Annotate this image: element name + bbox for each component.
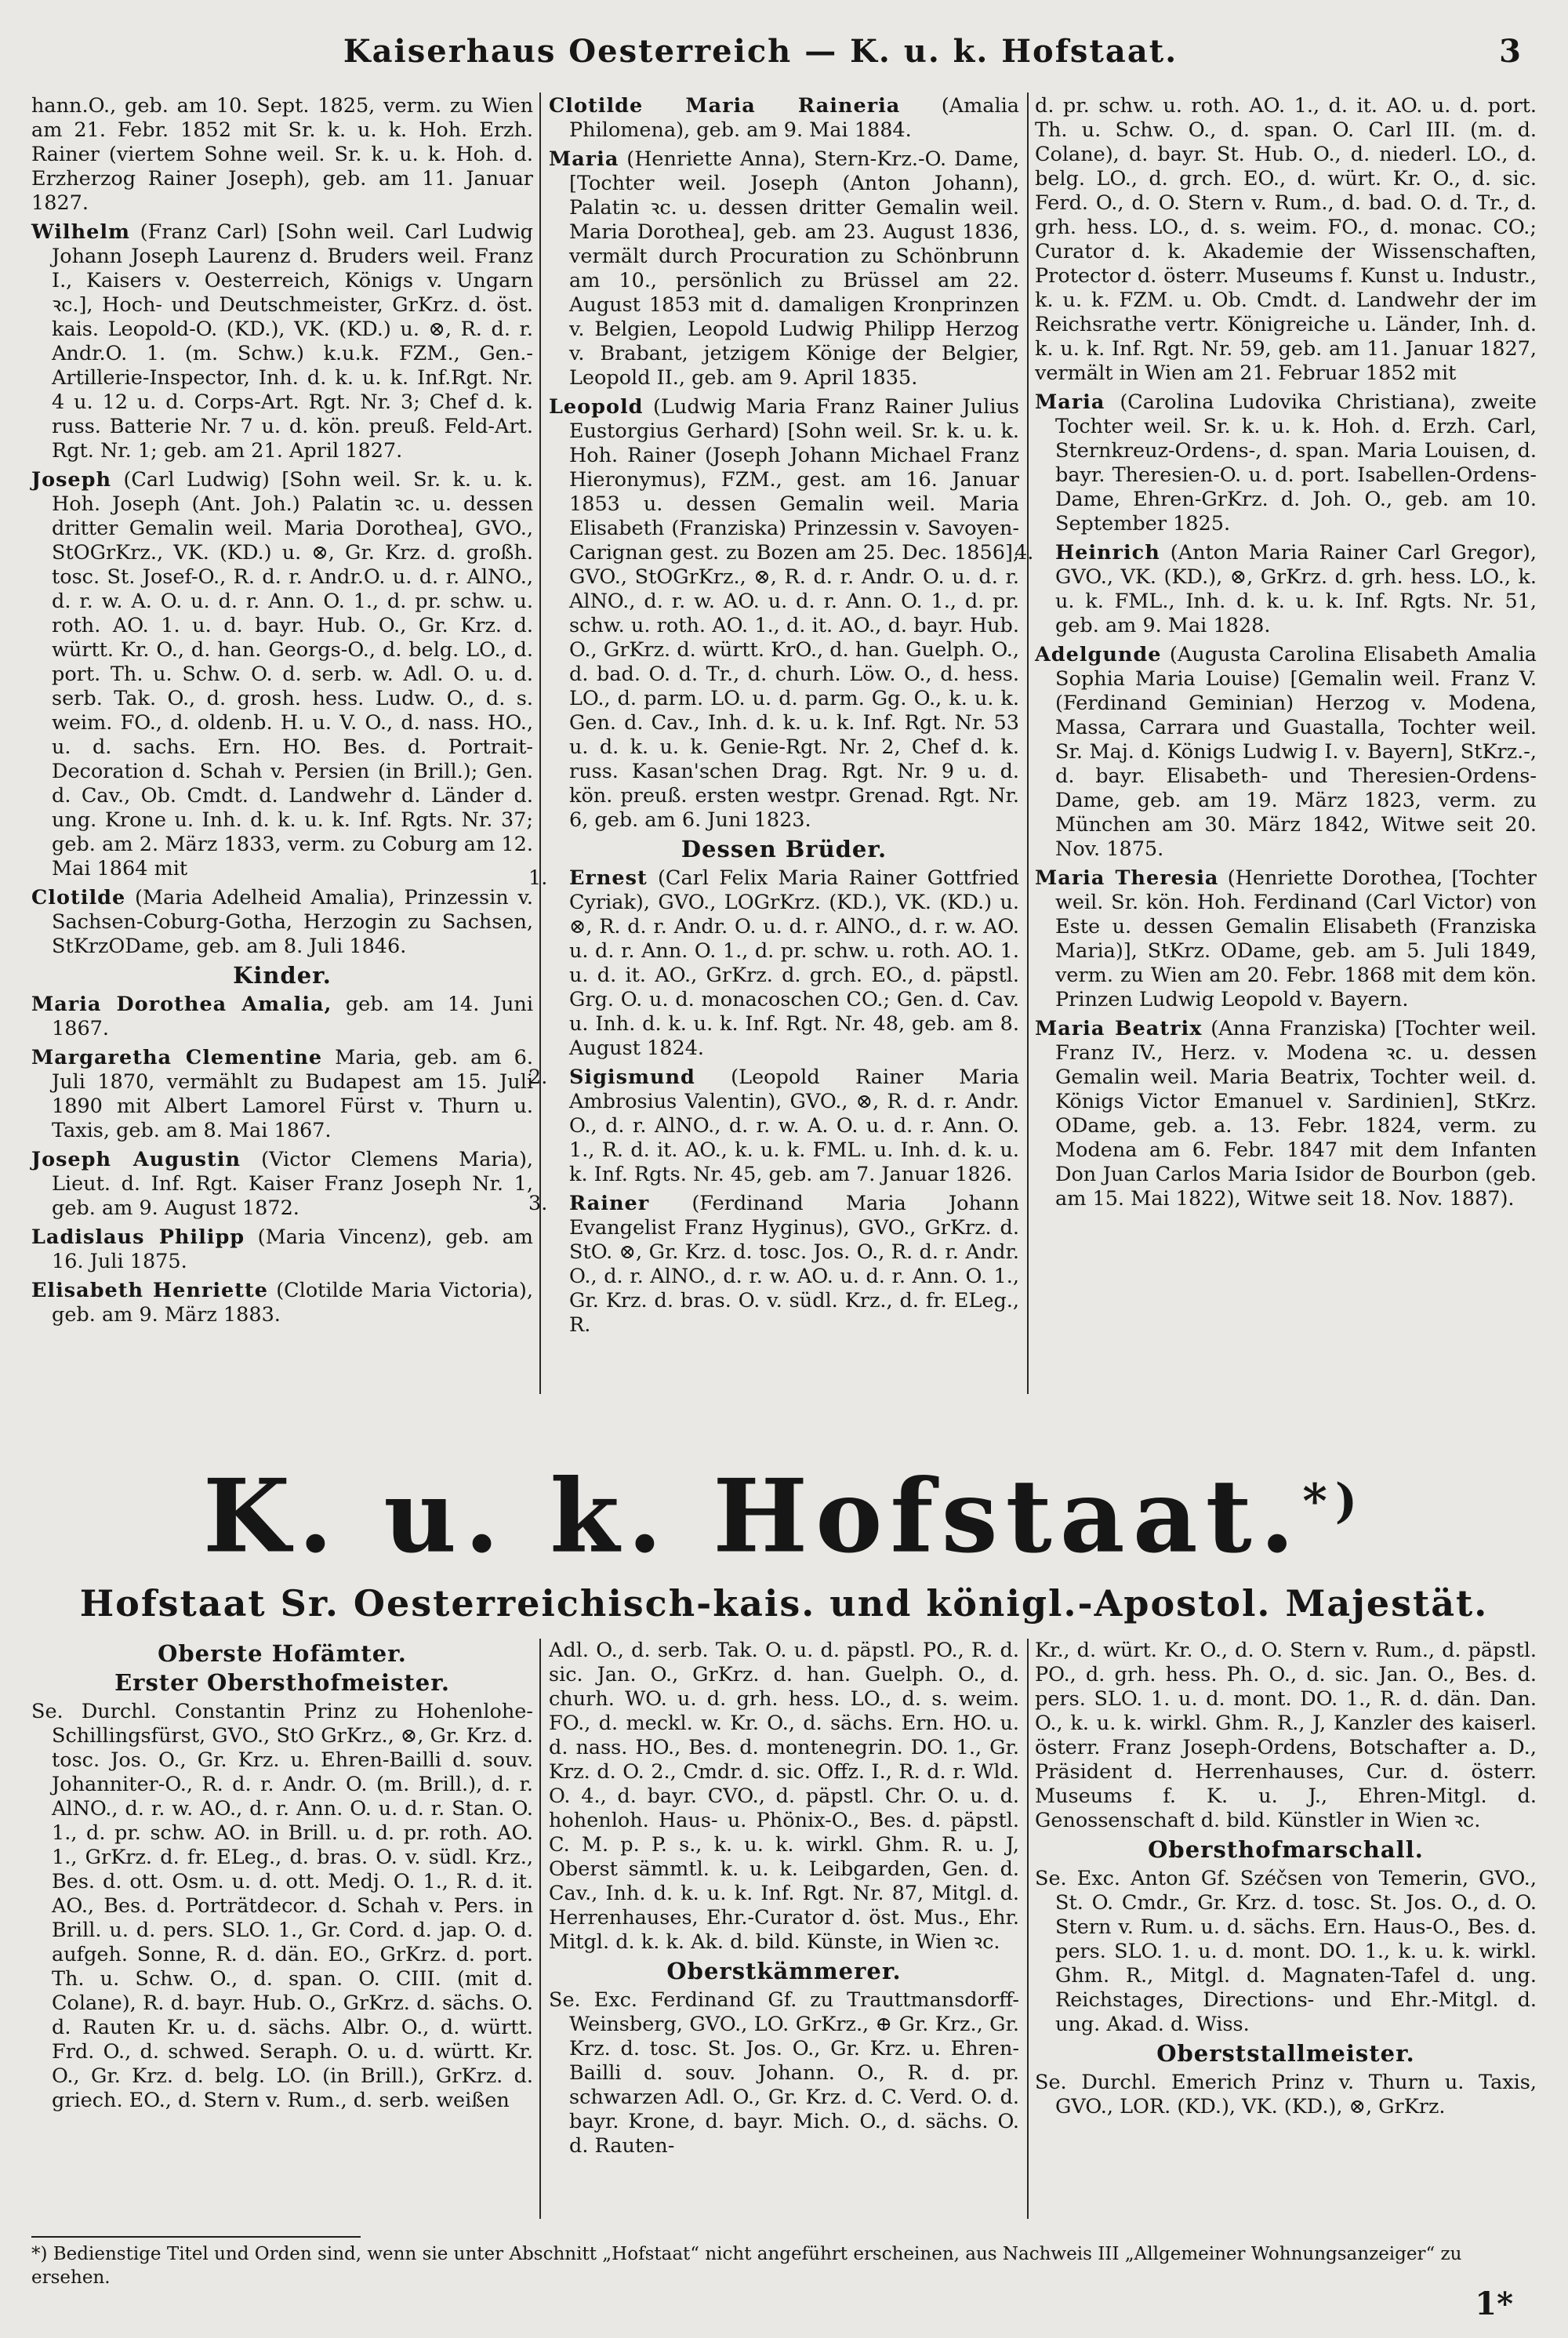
section-heading: Dessen Brüder. bbox=[681, 836, 887, 862]
entry-name: Maria Theresia bbox=[1035, 866, 1219, 890]
entry-text: (Anton Maria Rainer Carl Gregor), GVO., VK. (KD.), ⊗, GrKrz. d. grh. hess. LO., k. u. k. FML., Inh. d. k. u. k. Inf. Rgts. Nr. 51, geb. am 9. Mai 1828. bbox=[1055, 541, 1537, 637]
entry-name: Maria Beatrix bbox=[1035, 1017, 1203, 1040]
entry bbox=[549, 395, 1019, 833]
page-number: 3 bbox=[1499, 33, 1521, 70]
entry-text: (Carl Ludwig) [Sohn weil. Sr. k. u. k. Hoh. Joseph (Ant. Joh.) Palatin ꝛc. u. dessen dritter Gemalin weil. Maria Dorothea], GVO., StOGrKrz., VK. (KD.) u. ⊗, Gr. Krz. d. großh. tosc. St. Josef-O., R. d. r. Andr.O. u. d. r. AlNO., d. r. w. A. O. u. d. r. Ann. O. 1., d. pr. schw. u. roth. AO. 1. u. d. bayr. Hub. O., Gr. Krz. d. württ. Kr. O., d. han. Georgs-O., d. belg. LO., d. port. Th. u. Schw. O. d. serb. w. Adl. O. u. d. serb. Tak. O., d. grosh. hess. Ludw. O., d. s. weim. FO., d. oldenb. H. u. V. O., d. nass. HO., u. d. sachs. Ern. HO. Bes. d. Portrait-Decoration d. Schah v. Persien (in Brill.); Gen. d. Cav., Ob. Cmdt. d. Landwehr d. Länder d. ung. Krone u. Inh. d. k. u. k. Inf. Rgts. Nr. 37; geb. am 2. März 1833, verm. zu Coburg am 12. Mai 1864 mit bbox=[52, 468, 533, 880]
entry bbox=[1035, 94, 1537, 386]
column-divider bbox=[539, 1639, 541, 2219]
column-right-top bbox=[1014, 94, 1537, 1396]
heading-oberstkaemmerer: Oberstkämmerer. bbox=[666, 1958, 902, 1984]
entry-text: (Franz Carl) [Sohn weil. Carl Ludwig Johann Joseph Laurenz d. Bruders weil. Franz I., Kaisers v. Oesterreich, Königs v. Ungarn ꝛc.], Hoch- und Deutschmeister, GrKrz. d. öst. kais. Leopold-O. (KD.), VK. (KD.) u. ⊗, R. d. r. Andr.O. 1. (m. Schw.) k.u.k. FZM., Gen.-Artillerie-Inspector, Inh. d. k. u. k. Inf.Rgt. Nr. 4 u. 12 u. d. Corps-Art. Rgt. Nr. 3; Chef d. k. russ. Batterie Nr. 7 u. d. kön. preuß. Feld-Art. Rgt. Nr. 1; geb. am 21. April 1827. bbox=[52, 220, 533, 463]
entry-name: Maria bbox=[1035, 390, 1105, 414]
heading-oberststallmeister: Oberststallmeister. bbox=[1156, 2040, 1415, 2067]
entry bbox=[31, 1148, 533, 1221]
entry-name: Maria Dorothea Amalia, bbox=[31, 993, 332, 1016]
column-divider bbox=[1027, 93, 1029, 1394]
entry-text: (Amalia Philomena), geb. am 9. Mai 1884. bbox=[569, 94, 1019, 142]
entry-number: 4. bbox=[1014, 541, 1034, 565]
entry-text: (Henriette Anna), Stern-Krz.-O. Dame, [Tochter weil. Joseph (Anton Johann), Palatin ꝛc. u. dessen dritter Gemalin weil. Maria Dorothea], geb. am 23. August 1836, vermält durch Procuration zu Schönbrunn am 10., persönlich zu Brüssel am 22. August 1853 mit d. damaligen Kronprinzen v. Belgien, Leopold Ludwig Philipp Herzog v. Brabant, jetzigem Könige der Belgier, Leopold II., geb. am 9. April 1835. bbox=[569, 147, 1019, 390]
entry-text: (Augusta Carolina Elisabeth Amalia Sophia Maria Louise) [Gemalin weil. Franz V. (Ferdinand Geminian) Herzog v. Modena, Massa, Carrara und Guastalla, Tochter weil. Sr. Maj. d. Königs Ludwig I. v. Bayern], StKrz.-, d. bayr. Elisabeth- und Theresien-Ordens-Dame, geb. am 19. März 1823, verm. zu München am 30. März 1842, Witwe seit 20. Nov. 1875. bbox=[1055, 643, 1537, 861]
entry-text: (Carl Felix Maria Rainer Gottfried Cyriak), GVO., LOGrKrz. (KD.), VK. (KD.) u. ⊗, R. d. r. Andr. O. u. d. r. AlNO., d. r. w. AO. u. d. r. Ann. O. 1., d. pr. schw. u. roth. AO. 1. u. d. it. AO., GrKrz. d. grch. EO., d. päpstl. Grg. O. u. d. monacoschen CO.; Gen. d. Cav. u. Inh. d. k. u. k. Inf. Rgt. Nr. 48, geb. am 8. August 1824. bbox=[569, 866, 1019, 1060]
entry-number: 1. bbox=[528, 866, 548, 890]
section-heading: Kinder. bbox=[233, 962, 332, 989]
entry-text: Se. Durchl. Emerich Prinz v. Thurn u. Taxis, GVO., LOR. (KD.), VK. (KD.), ⊗, GrKrz. bbox=[1035, 2071, 1537, 2118]
entry-name: Ernest bbox=[569, 866, 648, 890]
entry-text: (Anna Franziska) [Tochter weil. Franz IV., Herz. v. Modena ꝛc. u. dessen Gemalin weil. Maria Beatrix, Tochter weil. d. Königs Victor Emanuel v. Sardinien], StKrz. ODame, geb. a. 13. Febr. 1824, verm. zu Modena am 6. Febr. 1847 mit dem Infanten Don Juan Carlos Maria Isidor de Bourbon (geb. am 15. Mai 1822), Witwe seit 18. Nov. 1887). bbox=[1055, 1017, 1537, 1211]
entry-text: (Maria Adelheid Amalia), Prinzessin v. Sachsen-Coburg-Gotha, Herzogin zu Sachsen, StKrzODame, geb. am 8. Juli 1846. bbox=[52, 886, 533, 958]
entry-name: Sigismund bbox=[569, 1066, 695, 1089]
entry bbox=[31, 1225, 533, 1274]
section-subtitle: Hofstaat Sr. Oesterreichisch-kais. und königl.-Apostol. Majestät. bbox=[79, 1582, 1489, 1625]
entry bbox=[528, 1066, 1019, 1187]
entry-number: 2. bbox=[528, 1066, 548, 1089]
section-title bbox=[0, 1443, 1568, 1576]
entry-text: d. pr. schw. u. roth. AO. 1., d. it. AO. u. d. port. Th. u. Schw. O., d. span. O. Carl III. (m. d. Colane), d. bayr. St. Hub. O., d. niederl. LO., d. belg. LO., d. grch. EO., d. würt. Kr. O., d. sic. Ferd. O., d. O. Stern v. Rum., d. bad. O. d. Tr., d. grh. hess. LO., d. s. weim. FO., d. monac. CO.; Curator d. k. Akademie der Wissenschaften, Protector d. österr. Museums f. Kunst u. Industr., k. u. k. FZM. u. Ob. Cmdt. d. Landwehr der im Reichsrathe vertr. Königreiche u. Länder, Inh. d. k. u. k. Inf. Rgt. Nr. 59, geb. am 11. Januar 1827, vermält in Wien am 21. Februar 1852 mit bbox=[1035, 94, 1537, 385]
entry bbox=[1035, 866, 1537, 1012]
entry-text: (Clotilde Maria Victoria), geb. am 9. März 1883. bbox=[52, 1279, 533, 1327]
entry-name: Joseph bbox=[31, 468, 112, 492]
signature-mark: 1* bbox=[1475, 2285, 1513, 2322]
entry-name: Adelgunde bbox=[1035, 643, 1162, 666]
column-middle-top bbox=[528, 94, 1019, 1396]
entry-name: Ladislaus Philipp bbox=[31, 1225, 245, 1249]
entry bbox=[1035, 643, 1537, 862]
section-title-text: K. u. k. Hofstaat. bbox=[202, 1458, 1303, 1576]
entry-name: Leopold bbox=[549, 395, 644, 419]
entry bbox=[31, 468, 533, 881]
entry bbox=[549, 147, 1019, 390]
running-title: Kaiserhaus Oesterreich — K. u. k. Hofstaat. bbox=[343, 33, 1178, 70]
entry-text: (Carolina Ludovika Christiana), zweite Tochter weil. Sr. k. u. k. Hoh. d. Erzh. Carl, Sternkreuz-Ordens-, d. span. Maria Louisen, d. bayr. Theresien-O. u. d. port. Isabellen-Ordens-Dame, Ehren-GrKrz. d. Joh. O., geb. am 10. September 1825. bbox=[1055, 390, 1537, 535]
entry-text: (Ferdinand Maria Johann Evangelist Franz Hyginus), GVO., GrKrz. d. StO. ⊗, Gr. Krz. d. tosc. Jos. O., R. d. r. Andr. O., d. r. AlNO., d. r. w. AO. u. d. r. Ann. O. 1., Gr. Krz. d. bras. O. v. südl. Krz., d. fr. ELeg., R. bbox=[569, 1192, 1019, 1337]
entry bbox=[31, 1279, 533, 1327]
entry bbox=[528, 866, 1019, 1061]
entry bbox=[31, 94, 533, 216]
running-head bbox=[0, 33, 1568, 80]
entry bbox=[31, 886, 533, 959]
entry bbox=[31, 220, 533, 463]
entry-text: (Ludwig Maria Franz Rainer Julius Eustorgius Gerhard) [Sohn weil. Sr. k. u. k. Hoh. Rainer (Joseph Johann Michael Franz Hieronymus), FZM., gest. am 16. Januar 1853 u. dessen Gemalin weil. Maria Elisabeth (Franziska) Prinzessin v. Savoyen-Carignan gest. zu Bozen am 25. Dec. 1856], GVO., StOGrKrz., ⊗, R. d. r. Andr. O. u. d. r. AlNO., d. r. w. AO. u. d. r. Ann. O. 1., d. pr. schw. u. roth. AO. 1., d. it. AO., d. bayr. Hub. O., GrKrz. d. württ. KrO., d. han. Guelph. O., d. bad. O. d. Tr., d. churh. Löw. O., d. hess. LO., d. parm. LO. u. d. parm. Gg. O., k. u. k. Gen. d. Cav., Inh. d. k. u. k. Inf. Rgt. Nr. 53 u. d. k. u. k. Genie-Rgt. Nr. 2, Chef d. k. russ. Kasan'schen Drag. Rgt. Nr. 9 u. d. kön. preuß. ersten westpr. Grenad. Rgt. Nr. 6, geb. am 6. Juni 1823. bbox=[569, 395, 1019, 832]
entry bbox=[1035, 1017, 1537, 1211]
entry bbox=[1014, 541, 1537, 638]
entry-name: Wilhelm bbox=[31, 220, 130, 244]
footnote-rule bbox=[31, 2236, 361, 2238]
heading-oberste-hofaemter: Oberste Hofämter. bbox=[158, 1640, 407, 1667]
entry-text: hann.O., geb. am 10. Sept. 1825, verm. zu Wien am 21. Febr. 1852 mit Sr. k. u. k. Hoh. Erzh. Rainer (viertem Sohne weil. Sr. k. u. k. Hoh. d. Erzherzog Rainer Joseph), geb. am 11. Januar 1827. bbox=[31, 94, 533, 215]
heading-obersthofmarschall: Obersthofmarschall. bbox=[1148, 1836, 1424, 1863]
entry-text: Kr., d. würt. Kr. O., d. O. Stern v. Rum., d. päpstl. PO., d. grh. hess. Ph. O., d. sic. Jan. O., Bes. d. pers. SLO. 1. u. d. mont. DO. 1., R. d. dän. Dan. O., k. u. k. wirkl. Ghm. R., J, Kanzler des kaiserl. österr. Franz Joseph-Ordens, Botschafter a. D., Präsident d. Herrenhauses, Cur. d. österr. Museums f. K. u. J., Ehren-Mitgl. d. Genossenschaft d. bild. Künstler in Wien ꝛc. bbox=[1035, 1639, 1537, 1832]
entry-text: (Maria Vincenz), geb. am 16. Juli 1875. bbox=[52, 1225, 533, 1273]
entry-text: Se. Exc. Anton Gf. Széčsen von Temerin, GVO., St. O. Cmdr., Gr. Krz. d. tosc. St. Jos. O., d. O. Stern v. Rum. u. d. sächs. Ern. Haus-O., Bes. d. pers. SLO. 1. u. d. mont. DO. 1., k. u. k. wirkl. Ghm. R., Mitgl. d. Magnaten-Tafel d. ung. Reichstages, Directions- und Ehr.-Mitgl. d. ung. Akad. d. Wiss. bbox=[1035, 1867, 1537, 2036]
entry bbox=[31, 993, 533, 1041]
entry-number: 3. bbox=[528, 1192, 548, 1215]
entry-name: Rainer bbox=[569, 1192, 650, 1215]
entry-name: Joseph Augustin bbox=[31, 1148, 241, 1171]
entry-name: Elisabeth Henriette bbox=[31, 1279, 269, 1302]
column-left-top bbox=[31, 94, 533, 1396]
entry-text: Adl. O., d. serb. Tak. O. u. d. päpstl. PO., R. d. sic. Jan. O., GrKrz. d. han. Guelph. O., d. churh. WO. u. d. grh. hess. LO., d. s. weim. FO., d. meckl. w. Kr. O., d. sächs. Ern. HO. u. d. nass. HO., Bes. d. montenegrin. DO. 1., Gr. Krz. d. O. 2., Cmdr. d. sic. Offz. I., R. d. r. Wld. O. 4., d. bayr. CVO., d. päpstl. Chr. O. u. d. hohenloh. Haus- u. Phönix-O., Bes. d. päpstl. C. M. p. P. s., k. u. k. wirkl. Ghm. R. u. J, Oberst sämmtl. k. u. k. Leibgarden, Gen. d. Cav., Inh. d. k. u. k. Inf. Rgt. Nr. 87, Mitgl. d. Herrenhauses, Ehr.-Curator d. öst. Mus., Ehr. Mitgl. d. k. k. Ak. d. bild. Künste, in Wien ꝛc. bbox=[549, 1639, 1019, 1954]
column-divider bbox=[1027, 1639, 1029, 2219]
entry-name: Clotilde Maria Raineria bbox=[549, 94, 901, 118]
entry-name: Clotilde bbox=[31, 886, 126, 909]
entry bbox=[31, 1046, 533, 1143]
entry bbox=[528, 1192, 1019, 1338]
entry-text: (Leopold Rainer Maria Ambrosius Valentin), GVO., ⊗, R. d. r. Andr. O., d. r. AlNO., d. r. w. A. O. u. d. r. Ann. O. 1., R. d. it. AO., k. u. k. FML. u. Inh. d. k. u. k. Inf. Rgts. Nr. 45, geb. am 7. Januar 1826. bbox=[569, 1066, 1019, 1186]
entry-text: (Henriette Dorothea, [Tochter weil. Sr. kön. Hoh. Ferdinand (Carl Victor) von Este u. dessen Gemalin Elisabeth (Franziska Maria)], StKrz. ODame, geb. am 5. Juli 1849, verm. zu Wien am 20. Febr. 1868 mit dem kön. Prinzen Ludwig Leopold v. Bayern. bbox=[1055, 866, 1537, 1011]
column-right-bottom bbox=[1035, 1639, 1537, 2219]
entry-name: Heinrich bbox=[1055, 541, 1160, 565]
entry-text: geb. am 14. Juni 1867. bbox=[52, 993, 533, 1040]
column-left-bottom bbox=[31, 1639, 533, 2219]
footnote-mark: *) bbox=[1302, 1474, 1366, 1529]
entry-text: (Victor Clemens Maria), Lieut. d. Inf. Rgt. Kaiser Franz Joseph Nr. 1, geb. am 9. August 1872. bbox=[52, 1148, 533, 1220]
entry-text: Se. Durchl. Constantin Prinz zu Hohenlohe-Schillingsfürst, GVO., StO GrKrz., ⊗, Gr. Krz. d. tosc. Jos. O., Gr. Krz. u. Ehren-Bailli d. souv. Johanniter-O., R. d. r. Andr. O. (m. Brill.), d. r. AlNO., d. r. w. AO., d. r. Ann. O. u. d. r. Stan. O. 1., d. pr. schw. AO. in Brill. u. d. pr. roth. AO. 1., GrKrz. d. fr. ELeg., d. bras. O. v. südl. Krz., Bes. d. ott. Osm. u. d. ott. Medj. O. 1., R. d. it. AO., Bes. d. Porträtdecor. d. Schah v. Pers. in Brill. u. d. pers. SLO. 1., Gr. Cord. d. jap. O. d. aufgeh. Sonne, R. d. dän. EO., GrKrz. d. port. Th. u. Schw. O., d. span. O. CIII. (mit d. Colane), R. d. bayr. Hub. O., GrKrz. d. sächs. O. d. Rauten Kr. u. d. sächs. Albr. O., d. württ. Frd. O., d. schwed. Seraph. O. u. d. württ. Kr. O., Gr. Krz. d. belg. LO. (in Brill.), GrKrz. d. griech. EO., d. Stern v. Rum., d. serb. weißen bbox=[31, 1700, 533, 2112]
footnote: *) Bedienstige Titel und Orden sind, wenn sie unter Abschnitt „Hofstaat“ nicht angeführt erscheinen, aus Nachweis III „Allgemeiner Wohnungsanzeiger“ zu ersehen. bbox=[31, 2244, 1462, 2288]
entry-name: Margaretha Clementine bbox=[31, 1046, 323, 1069]
entry bbox=[549, 94, 1019, 143]
entry bbox=[1035, 390, 1537, 536]
entry-text: Se. Exc. Ferdinand Gf. zu Trauttmansdorff-Weinsberg, GVO., LO. GrKrz., ⊕ Gr. Krz., Gr. Krz. d. tosc. St. Jos. O., Gr. Krz. u. Ehren-Bailli d. souv. Johann. O., R. d. pr. schwarzen Adl. O., Gr. Krz. d. C. Verd. O. d. bayr. Krone, d. bayr. Mich. O., d. sächs. O. d. Rauten- bbox=[549, 1988, 1019, 2158]
entry-name: Maria bbox=[549, 147, 619, 171]
entry-text: Maria, geb. am 6. Juli 1870, vermählt zu Budapest am 15. Juli 1890 mit Albert Lamorel Fürst v. Thurn u. Taxis, geb. am 8. Mai 1867. bbox=[52, 1046, 533, 1142]
column-middle-bottom bbox=[549, 1639, 1019, 2219]
heading-erster-obersthofmeister: Erster Obersthofmeister. bbox=[114, 1669, 450, 1696]
